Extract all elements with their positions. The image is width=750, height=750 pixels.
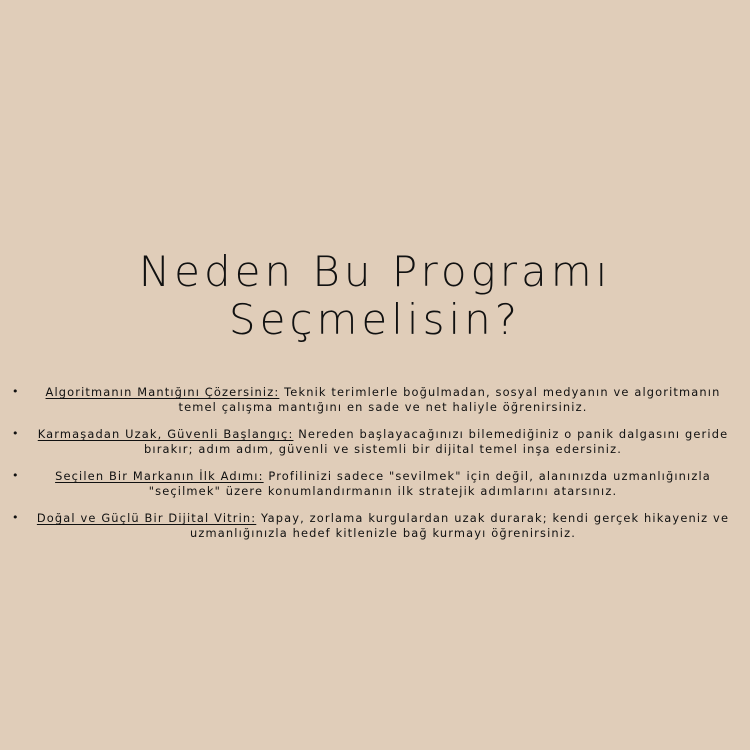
list-item-text: Nereden başlayacağınızı bilemediğiniz o panik dalgasını geride bırakır; adım adım, güvenli ve sistemli bir dijital temel inşa edersiniz. — [144, 427, 729, 456]
list-item-lead: Algoritmanın Mantığını Çözersiniz: — [45, 385, 280, 399]
list-item-lead: Seçilen Bir Markanın İlk Adımı: — [55, 469, 264, 483]
page-title-line-2: Seçmelisin? — [228, 295, 522, 344]
list-item-text: Profilinizi sadece "sevilmek" için değil, alanınızda uzmanlığınızla "seçilmek" üzere konumlandırmanın ilk stratejik adımlarını atarsınız. — [148, 469, 711, 498]
list-item-text: Teknik terimlerle boğulmadan, sosyal medyanın ve algoritmanın temel çalışma mantığını en sade ve net haliyle öğrenirsiniz. — [178, 385, 721, 414]
bullet-icon: • — [12, 469, 20, 482]
list-item-text: Yapay, zorlama kurgulardan uzak durarak; kendi gerçek hikayeniz ve uzmanlığınızla hedef kitlenizle bağ kurmayı öğrenirsiniz. — [190, 511, 730, 540]
benefit-list — [0, 385, 750, 553]
bullet-icon: • — [12, 511, 20, 524]
page-title-line-1: Neden Bu Programı — [138, 247, 612, 296]
bullet-icon: • — [12, 427, 20, 440]
list-item-lead: Karmaşadan Uzak, Güvenli Başlangıç: — [37, 427, 294, 441]
list-item — [0, 469, 750, 498]
list-item — [0, 385, 750, 414]
list-item — [0, 427, 750, 456]
list-item-lead: Doğal ve Güçlü Bir Dijital Vitrin: — [36, 511, 257, 525]
page-title — [0, 248, 750, 344]
bullet-icon: • — [12, 385, 20, 398]
list-item — [0, 511, 750, 540]
